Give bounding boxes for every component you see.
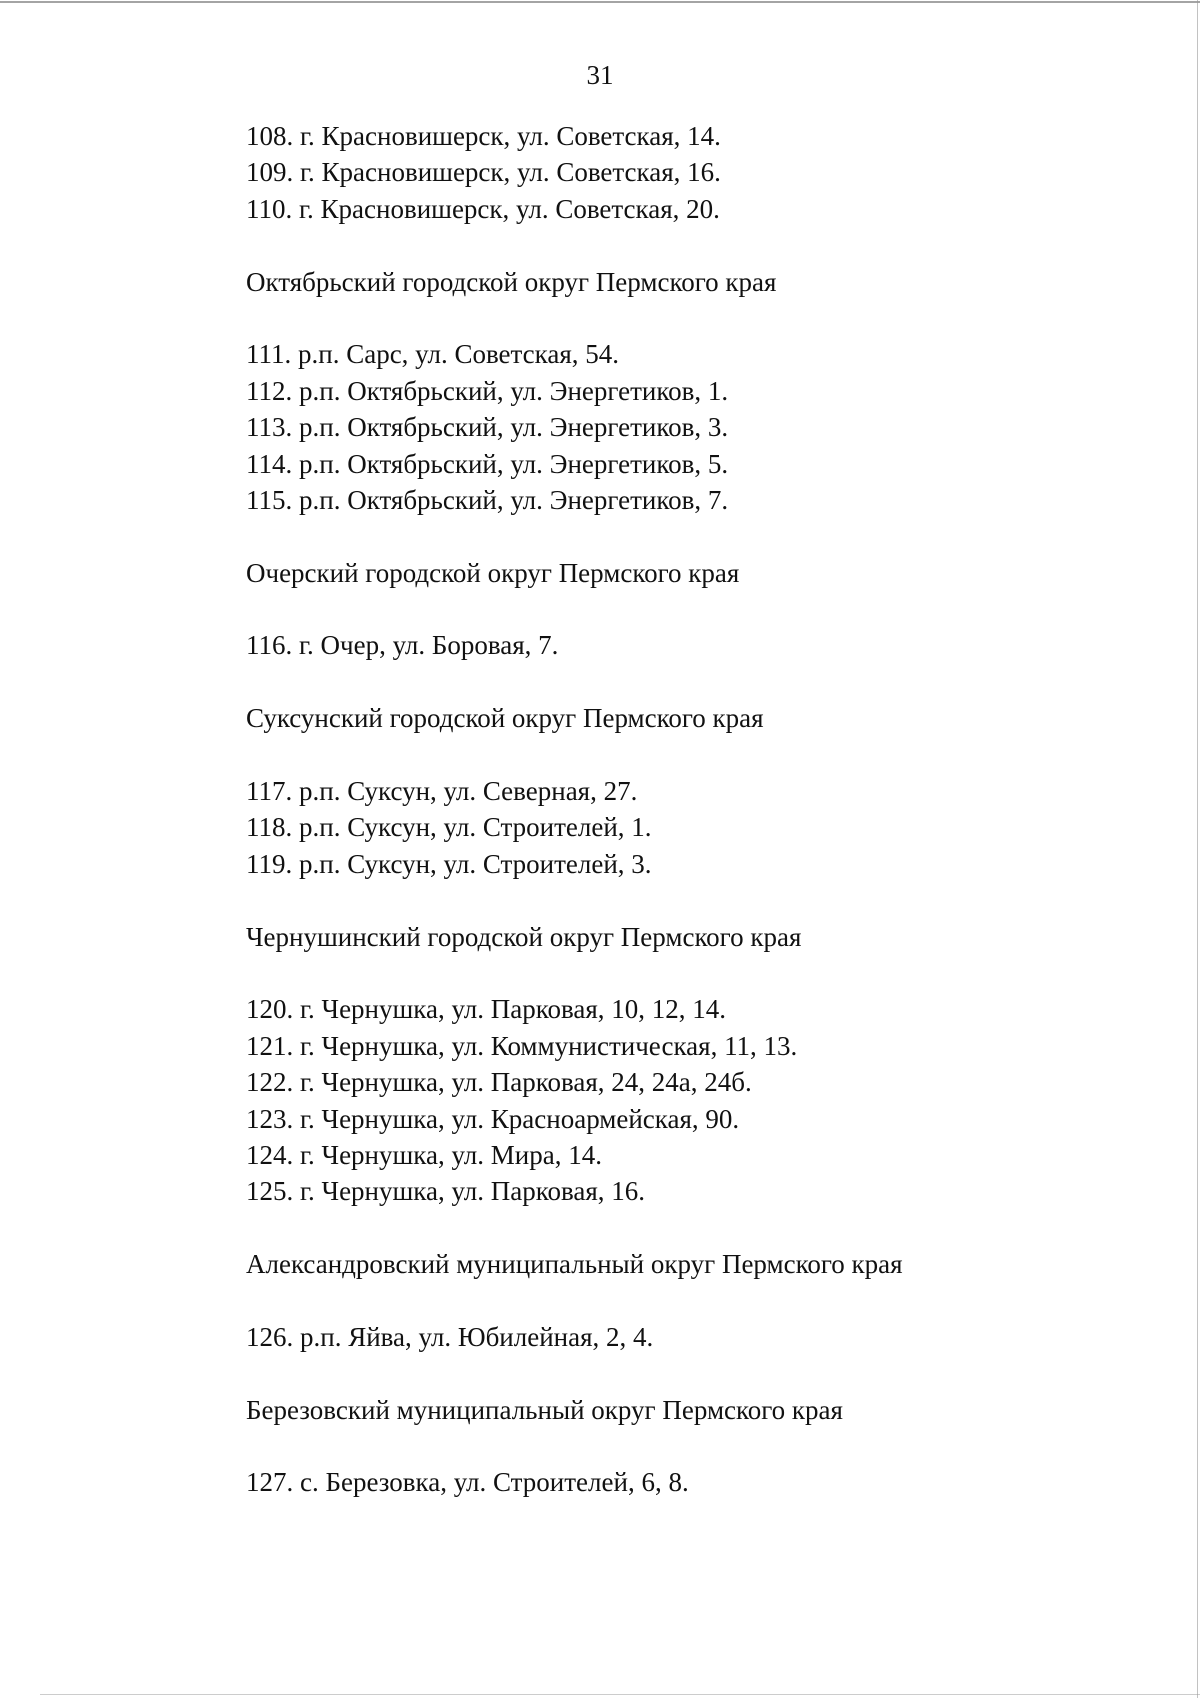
list-item: 125. г. Чернушка, ул. Парковая, 16. bbox=[246, 1176, 646, 1207]
list-item: 123. г. Чернушка, ул. Красноармейская, 90. bbox=[246, 1103, 740, 1134]
section-aleksandrovsky bbox=[246, 1246, 1146, 1355]
list-item: 109. г. Красновишерск, ул. Советская, 16. bbox=[246, 157, 721, 188]
section-berezovsky bbox=[246, 1392, 1146, 1501]
section-heading: Александровский муниципальный округ Пермского края bbox=[246, 1249, 903, 1280]
list-item: 111. р.п. Сарс, ул. Советская, 54. bbox=[246, 339, 620, 370]
section-oktyabrsky bbox=[246, 264, 1146, 519]
list-item: 113. р.п. Октябрьский, ул. Энергетиков, 3. bbox=[246, 412, 729, 443]
section-suksunsky bbox=[246, 700, 1146, 882]
section-heading: Суксунский городской округ Пермского края bbox=[246, 703, 764, 734]
section-ochersky bbox=[246, 555, 1146, 664]
list-item: 116. г. Очер, ул. Боровая, 7. bbox=[246, 630, 559, 661]
list-item: 126. р.п. Яйва, ул. Юбилейная, 2, 4. bbox=[246, 1321, 654, 1352]
list-item: 118. р.п. Суксун, ул. Строителей, 1. bbox=[246, 812, 652, 843]
scan-edge-top bbox=[0, 1, 1200, 3]
list-item: 110. г. Красновишерск, ул. Советская, 20. bbox=[246, 193, 720, 224]
list-item: 120. г. Чернушка, ул. Парковая, 10, 12, 14. bbox=[246, 994, 727, 1025]
section-chernushinsky bbox=[246, 919, 1146, 1210]
list-item: 121. г. Чернушка, ул. Коммунистическая, 11, 13. bbox=[246, 1030, 798, 1061]
scan-edge-bottom bbox=[40, 1694, 1200, 1695]
section-heading: Березовский муниципальный округ Пермского края bbox=[246, 1394, 843, 1425]
section-heading: Чернушинский городской округ Пермского края bbox=[246, 921, 802, 952]
scan-edge-right bbox=[1197, 0, 1198, 1698]
section-heading: Очерский городской округ Пермского края bbox=[246, 557, 740, 588]
list-item: 108. г. Красновишерск, ул. Советская, 14. bbox=[246, 121, 721, 151]
list-item: 119. р.п. Суксун, ул. Строителей, 3. bbox=[246, 848, 652, 879]
list-item: 112. р.п. Октябрьский, ул. Энергетиков, 1. bbox=[246, 375, 729, 406]
items-top-group bbox=[246, 118, 1146, 227]
list-item: 124. г. Чернушка, ул. Мира, 14. bbox=[246, 1139, 602, 1170]
list-item: 115. р.п. Октябрьский, ул. Энергетиков, 7. bbox=[246, 484, 729, 515]
section-heading: Октябрьский городской округ Пермского края bbox=[246, 266, 777, 297]
list-item: 114. р.п. Октябрьский, ул. Энергетиков, 5. bbox=[246, 448, 729, 479]
page-number: 31 bbox=[586, 60, 614, 90]
list-item: 122. г. Чернушка, ул. Парковая, 24, 24а, 24б. bbox=[246, 1067, 752, 1098]
list-item: 127. с. Березовка, ул. Строителей, 6, 8. bbox=[246, 1467, 689, 1498]
list-item: 117. р.п. Суксун, ул. Северная, 27. bbox=[246, 776, 638, 807]
address-list bbox=[246, 118, 1146, 1501]
